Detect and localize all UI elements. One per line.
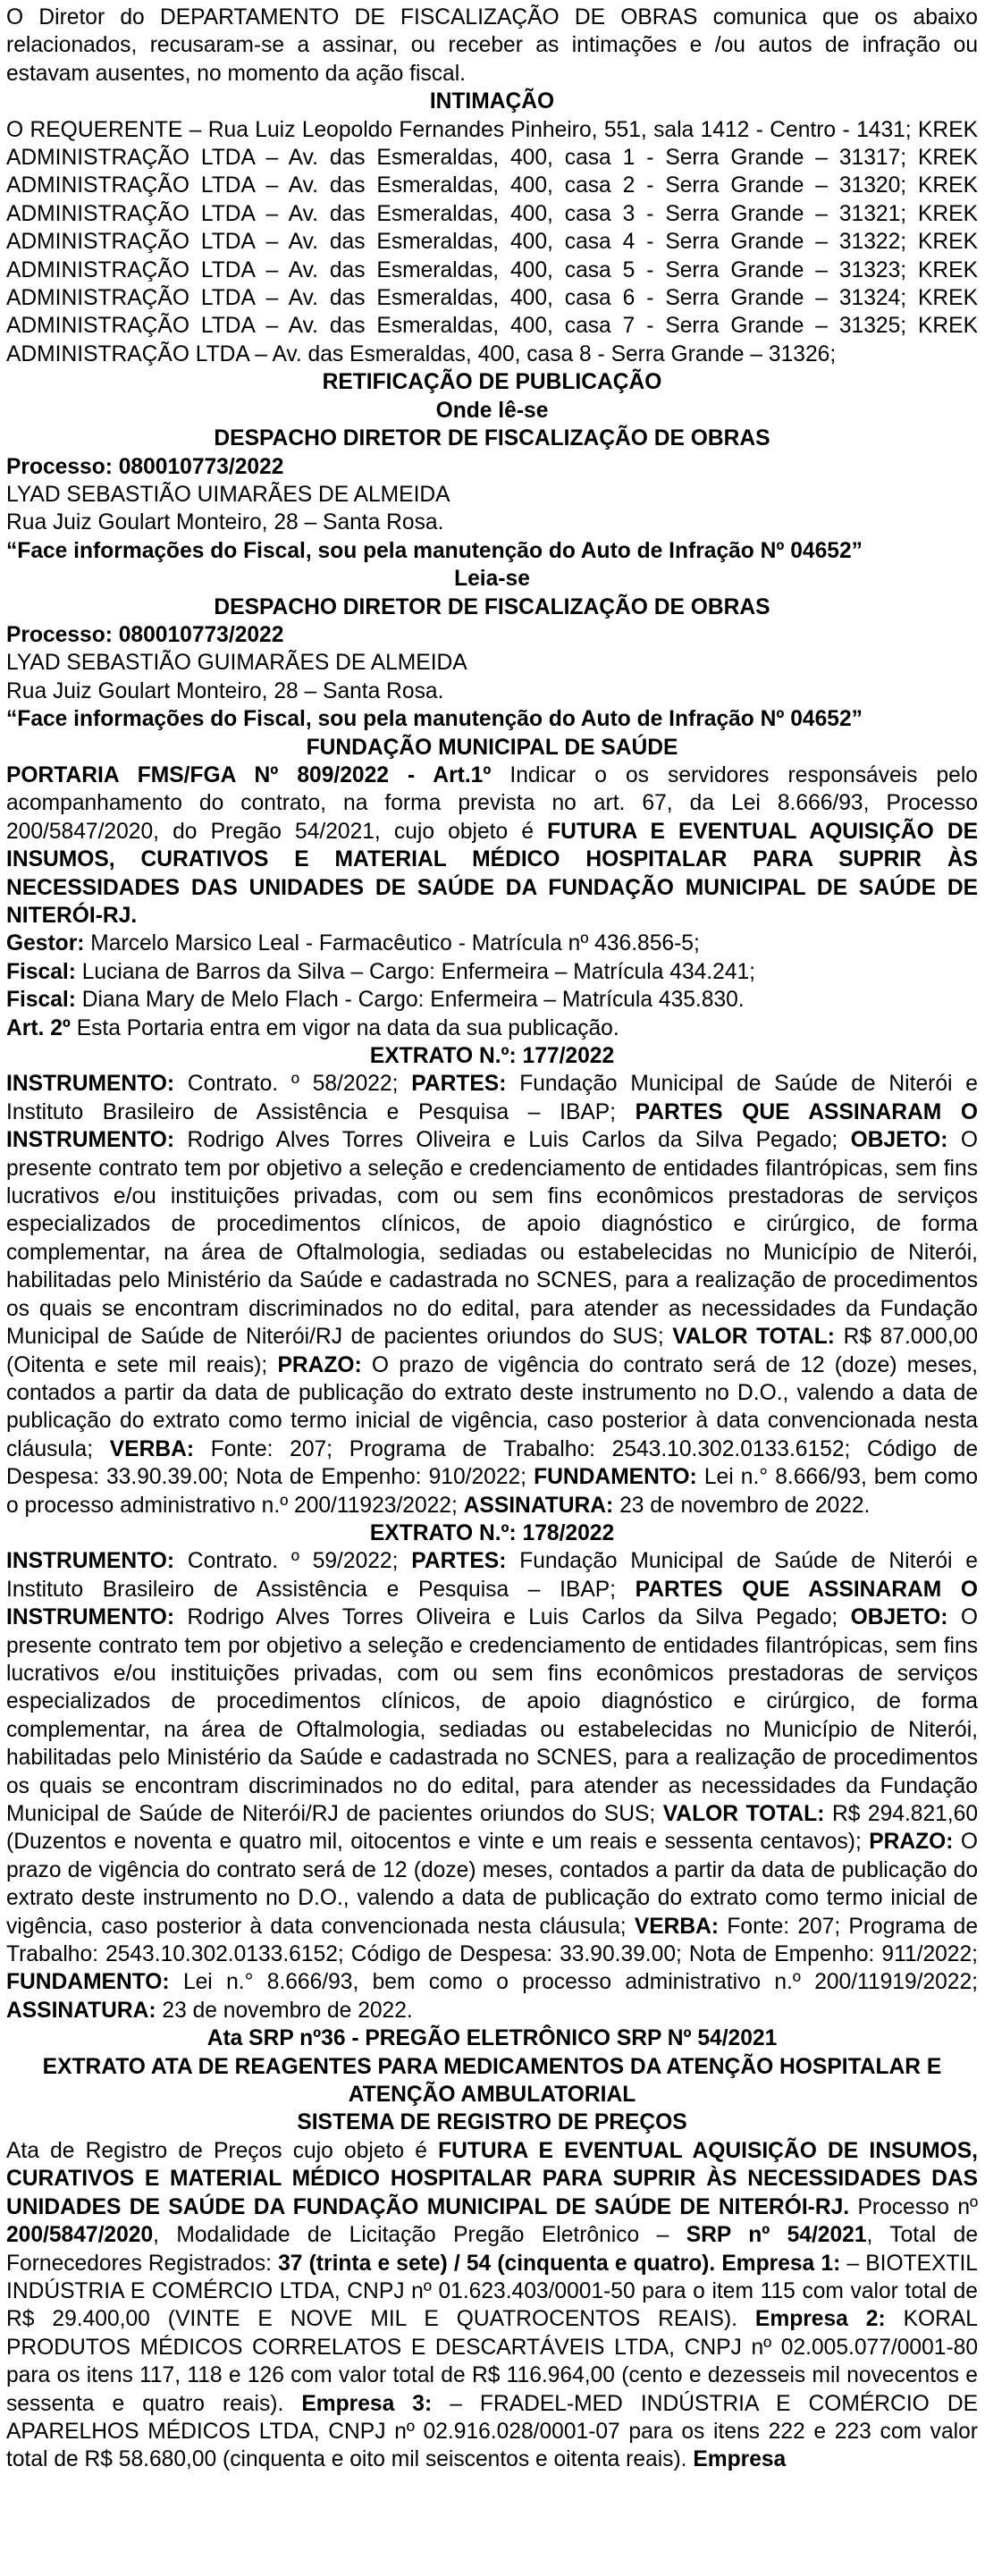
- assinatura-label: ASSINATURA:: [463, 1493, 614, 1518]
- ata-object: FUTURA E EVENTUAL AQUISIÇÃO DE INSUMOS, CURATIVOS E MATERIAL MÉDICO HOSPITALAR PARA SUPRIR ÀS NECESSIDADES DAS UNIDADES DE SAÚDE DA FUNDAÇÃO MUNICIPAL DE SAÚDE DE NITERÓI-RJ.: [6, 2138, 978, 2219]
- prazo-label: PRAZO:: [869, 1830, 954, 1855]
- empresa-label: Empresa: [686, 2447, 787, 2472]
- valor-label: VALOR TOTAL:: [672, 1325, 835, 1350]
- valor-text: R$ 87.000,00 (Oitenta e sete mil reais);: [6, 1325, 979, 1377]
- partes-text: Fundação Municipal de Saúde de Niterói e Instituto Brasileiro de Assistência e Pesquisa – IBAP;: [6, 1072, 978, 1124]
- ata-text: Processo nº: [849, 2194, 978, 2219]
- fundamento-text: Lei n.° 8.666/93, bem como o processo administrativo n.º 200/11919/2022;: [169, 1970, 978, 1995]
- fiscal-label: Fiscal:: [6, 959, 76, 984]
- fiscal-text: Luciana de Barros da Silva – Cargo: Enfermeira – Matrícula 434.241;: [75, 959, 756, 984]
- instrumento-label: INSTRUMENTO:: [6, 1072, 175, 1097]
- empresa-text: KORAL PRODUTOS MÉDICOS CORRELATOS E DESCARTÁVEIS LTDA, CNPJ nº 02.005.077/0001-80 para os itens 117, 118 e 126 com valor total de R$ 116.964,00 (cento e dezesseis mil novecentos e sessenta e quatro reais).: [6, 2307, 978, 2416]
- partes-label: PARTES:: [411, 1072, 507, 1097]
- prazo-text: O prazo de vigência do contrato será de 12 (doze) meses, contados a partir da data de publicação do extrato deste instrumento no D.O., valendo a data de publicação do extrato como termo inicial de vigência, caso posterior à data convencionada nesta cláusula;: [6, 1352, 978, 1461]
- onde-le-se-heading: Onde lê-se: [435, 398, 549, 423]
- verba-text: Fonte: 207; Programa de Trabalho: 2543.10.302.0133.6152; Código de Despesa: 33.90.39.00; Nota de Empenho: 910/2022;: [6, 1436, 978, 1490]
- ata-text: Ata de Registro de Preços cujo objeto é: [6, 2138, 439, 2163]
- extrato-177-paragraph: [6, 1070, 978, 1520]
- fms-heading: FUNDAÇÃO MUNICIPAL DE SAÚDE: [306, 735, 678, 760]
- leia-se-heading: Leia-se: [454, 567, 530, 592]
- signers-label: PARTES QUE ASSINARAM O INSTRUMENTO:: [6, 1099, 978, 1153]
- portaria-text: Indicar o os servidores responsáveis pelo acompanhamento do contrato, na forma prevista no art. 67, da Lei 8.666/93, Processo 200/5847/2020, do Pregão 54/2021, cujo objeto é: [6, 762, 978, 844]
- assinatura-label: ASSINATURA:: [6, 1998, 156, 2023]
- gestor-line: [6, 930, 978, 957]
- fundamento-label: FUNDAMENTO:: [6, 1970, 170, 1995]
- ata-heading: Ata SRP nº36 - PREGÃO ELETRÔNICO SRP Nº 54/2021: [206, 2026, 778, 2051]
- art2-label: Art. 2º: [6, 1015, 71, 1040]
- fiscal-line: [6, 958, 978, 986]
- person-name: LYAD SEBASTIÃO UIMARÃES DE ALMEIDA: [6, 482, 450, 507]
- objeto-text: O presente contrato tem por objetivo a seleção e credenciamento de entidades filantrópicas, sem fins lucrativos e/ou instituições privadas, com ou sem fins econômicos prestadoras de serviços especializados de procedimentos clínicos, de apoio diagnóstico e cirúrgico, de forma complementar, na área de Oftalmologia, sediadas ou estabelecidas no Município de Niterói, habilitadas pelo Ministério da Saúde e cadastrada no SCNES, para a realização de procedimentos os quais se encontram discriminados no do edital, para atender as necessidades da Fundação Municipal de Saúde de Niterói/RJ de pacientes oriundos do SUS;: [6, 1128, 978, 1350]
- gestor-label: Gestor:: [6, 931, 85, 956]
- instrumento-text: Contrato. º 58/2022;: [174, 1072, 412, 1097]
- assinatura-text: 23 de novembro de 2022.: [156, 1998, 413, 2023]
- ata-supplier-count: 37 (trinta e sete) / 54 (cinquenta e quatro).: [278, 2251, 716, 2276]
- verba-label: VERBA:: [109, 1436, 195, 1461]
- partes-label: PARTES:: [411, 1549, 507, 1574]
- retificacao-heading: RETIFICAÇÃO DE PUBLICAÇÃO: [322, 370, 662, 395]
- valor-label: VALOR TOTAL:: [662, 1802, 825, 1826]
- despacho-heading: DESPACHO DIRETOR DE FISCALIZAÇÃO DE OBRAS: [214, 594, 770, 619]
- person-address: Rua Juiz Goulart Monteiro, 28 – Santa Rosa.: [6, 510, 444, 535]
- portaria-object: FUTURA E EVENTUAL AQUISIÇÃO DE INSUMOS, CURATIVOS E MATERIAL MÉDICO HOSPITALAR PARA SUPRIR ÀS NECESSIDADES DAS UNIDADES DE SAÚDE DA FUNDAÇÃO MUNICIPAL DE SAÚDE DE NITERÓI-RJ.: [6, 819, 978, 928]
- intro-paragraph: O Diretor do DEPARTAMENTO DE FISCALIZAÇÃO DE OBRAS comunica que os abaixo relacionados, recusaram-se a assinar, ou receber as intimações e /ou autos de infração ou estavam ausentes, no momento da ação fiscal.: [6, 5, 978, 86]
- empresa-label: Empresa 1:: [715, 2251, 841, 2276]
- fiscal-text: Diana Mary de Melo Flach - Cargo: Enfermeira – Matrícula 435.830.: [75, 988, 745, 1013]
- prazo-label: PRAZO:: [277, 1352, 362, 1377]
- ata-srp-number: SRP nº 54/2021: [686, 2223, 867, 2248]
- ata-subheading: EXTRATO ATA DE REAGENTES PARA MEDICAMENTOS DA ATENÇÃO HOSPITALAR E ATENÇÃO AMBULATORIAL: [42, 2054, 942, 2108]
- prazo-text: O prazo de vigência do contrato será de 12 (doze) meses, contados a partir da data de publicação do extrato deste instrumento no D.O., valendo a data de publicação do extrato como termo inicial de vigência, caso posterior à data convencionada nesta cláusula;: [6, 1830, 978, 1939]
- despacho-quote: “Face informações do Fiscal, sou pela manutenção do Auto de Infração Nº 04652”: [6, 538, 863, 563]
- empresa-text: – BIOTEXTIL INDÚSTRIA E COMÉRCIO LTDA, CNPJ nº 01.623.403/0001-50 para o item 115 com valor total de R$ 29.400,00 (VINTE E NOVE MIL E QUATROCENTOS REAIS).: [6, 2251, 978, 2332]
- empresa-label: Empresa 2:: [737, 2307, 886, 2332]
- extrato-178-heading: EXTRATO N.º: 178/2022: [369, 1520, 615, 1545]
- portaria-paragraph: [6, 762, 978, 930]
- empresa-label: Empresa 3:: [283, 2391, 433, 2416]
- verba-text: Fonte: 207; Programa de Trabalho: 2543.10.302.0133.6152; Código de Despesa: 33.90.39.00; Nota de Empenho: 911/2022;: [6, 1914, 979, 1967]
- processo-number: Processo: 080010773/2022: [6, 622, 284, 647]
- ata-paragraph: [6, 2137, 978, 2474]
- instrumento-text: Contrato. º 59/2022;: [174, 1549, 412, 1574]
- fiscal-line: [6, 986, 978, 1014]
- person-name: LYAD SEBASTIÃO GUIMARÃES DE ALMEIDA: [6, 651, 467, 676]
- objeto-label: OBJETO:: [850, 1605, 948, 1630]
- assinatura-text: 23 de novembro de 2022.: [613, 1493, 871, 1518]
- portaria-label: PORTARIA FMS/FGA Nº 809/2022 - Art.1º: [6, 762, 492, 787]
- instrumento-label: INSTRUMENTO:: [6, 1549, 175, 1574]
- art2-line: [6, 1014, 978, 1042]
- processo-number: Processo: 080010773/2022: [6, 454, 284, 479]
- empresa-text: – FRADEL-MED INDÚSTRIA E COMÉRCIO DE APARELHOS MÉDICOS LTDA, CNPJ nº 02.916.028/0001-07 para os itens 222 e 223 com valor total de R$ 58.680,00 (cinquenta e oito mil seiscentos e oitenta reais).: [6, 2391, 978, 2472]
- ata-text: , Total de Fornecedores Registrados:: [6, 2223, 979, 2276]
- ata-system-heading: SISTEMA DE REGISTRO DE PREÇOS: [297, 2110, 687, 2135]
- intimacao-paragraph: O REQUERENTE – Rua Luiz Leopoldo Fernandes Pinheiro, 551, sala 1412 - Centro - 1431; KREK ADMINISTRAÇÃO LTDA – Av. das Esmeraldas, 400, casa 1 - Serra Grande – 31317; KREK ADMINISTRAÇÃO LTDA – Av. das Esmeraldas, 400, casa 2 - Serra Grande – 31320; KREK ADMINISTRAÇÃO LTDA – Av. das Esmeraldas, 400, casa 3 - Serra Grande – 31321; KREK ADMINISTRAÇÃO LTDA – Av. das Esmeraldas, 400, casa 4 - Serra Grande – 31322; KREK ADMINISTRAÇÃO LTDA – Av. das Esmeraldas, 400, casa 5 - Serra Grande – 31323; KREK ADMINISTRAÇÃO LTDA – Av. das Esmeraldas, 400, casa 6 - Serra Grande – 31324; KREK ADMINISTRAÇÃO LTDA – Av. das Esmeraldas, 400, casa 7 - Serra Grande – 31325; KREK ADMINISTRAÇÃO LTDA – Av. das Esmeraldas, 400, casa 8 - Serra Grande – 31326;: [6, 117, 978, 366]
- despacho-heading: DESPACHO DIRETOR DE FISCALIZAÇÃO DE OBRAS: [214, 426, 770, 451]
- person-address: Rua Juiz Goulart Monteiro, 28 – Santa Rosa.: [6, 678, 444, 703]
- fiscal-label: Fiscal:: [6, 988, 76, 1013]
- objeto-label: OBJETO:: [850, 1128, 948, 1153]
- signers-text: Rodrigo Alves Torres Oliveira e Luis Carlos da Silva Pegado;: [174, 1605, 851, 1630]
- extrato-178-paragraph: [6, 1547, 978, 2025]
- partes-text: Fundação Municipal de Saúde de Niterói e Instituto Brasileiro de Assistência e Pesquisa – IBAP;: [6, 1549, 978, 1602]
- verba-label: VERBA:: [634, 1914, 720, 1939]
- signers-label: PARTES QUE ASSINARAM O INSTRUMENTO:: [6, 1577, 978, 1630]
- fundamento-text: Lei n.° 8.666/93, bem como o processo administrativo n.º 200/11923/2022;: [6, 1465, 978, 1518]
- intimacao-heading: INTIMAÇÃO: [429, 89, 555, 114]
- ata-process-number: 200/5847/2020: [6, 2223, 154, 2248]
- extrato-177-heading: EXTRATO N.º: 177/2022: [369, 1044, 615, 1069]
- gestor-text: Marcelo Marsico Leal - Farmacêutico - Matrícula nº 436.856-5;: [84, 931, 700, 956]
- art2-text: Esta Portaria entra em vigor na data da sua publicação.: [70, 1015, 619, 1040]
- signers-text: Rodrigo Alves Torres Oliveira e Luis Carlos da Silva Pegado;: [174, 1128, 851, 1153]
- objeto-text: O presente contrato tem por objetivo a seleção e credenciamento de entidades filantrópicas, sem fins lucrativos e/ou instituições privadas, com ou sem fins econômicos prestadoras de serviços especializados de procedimentos clínicos, de apoio diagnóstico e cirúrgico, de forma complementar, na área de Oftalmologia, sediadas ou estabelecidas no Município de Niterói, habilitadas pelo Ministério da Saúde e cadastrada no SCNES, para a realização de procedimentos os quais se encontram discriminados no do edital, para atender as necessidades da Fundação Municipal de Saúde de Niterói/RJ de pacientes oriundos do SUS;: [6, 1605, 978, 1826]
- fundamento-label: FUNDAMENTO:: [534, 1465, 697, 1490]
- valor-text: R$ 294.821,60 (Duzentos e noventa e quatro mil, oitocentos e vinte e um reais e sessenta centavos);: [6, 1802, 978, 1855]
- despacho-quote: “Face informações do Fiscal, sou pela manutenção do Auto de Infração Nº 04652”: [6, 707, 863, 732]
- ata-text: , Modalidade de Licitação Pregão Eletrônico –: [153, 2223, 686, 2248]
